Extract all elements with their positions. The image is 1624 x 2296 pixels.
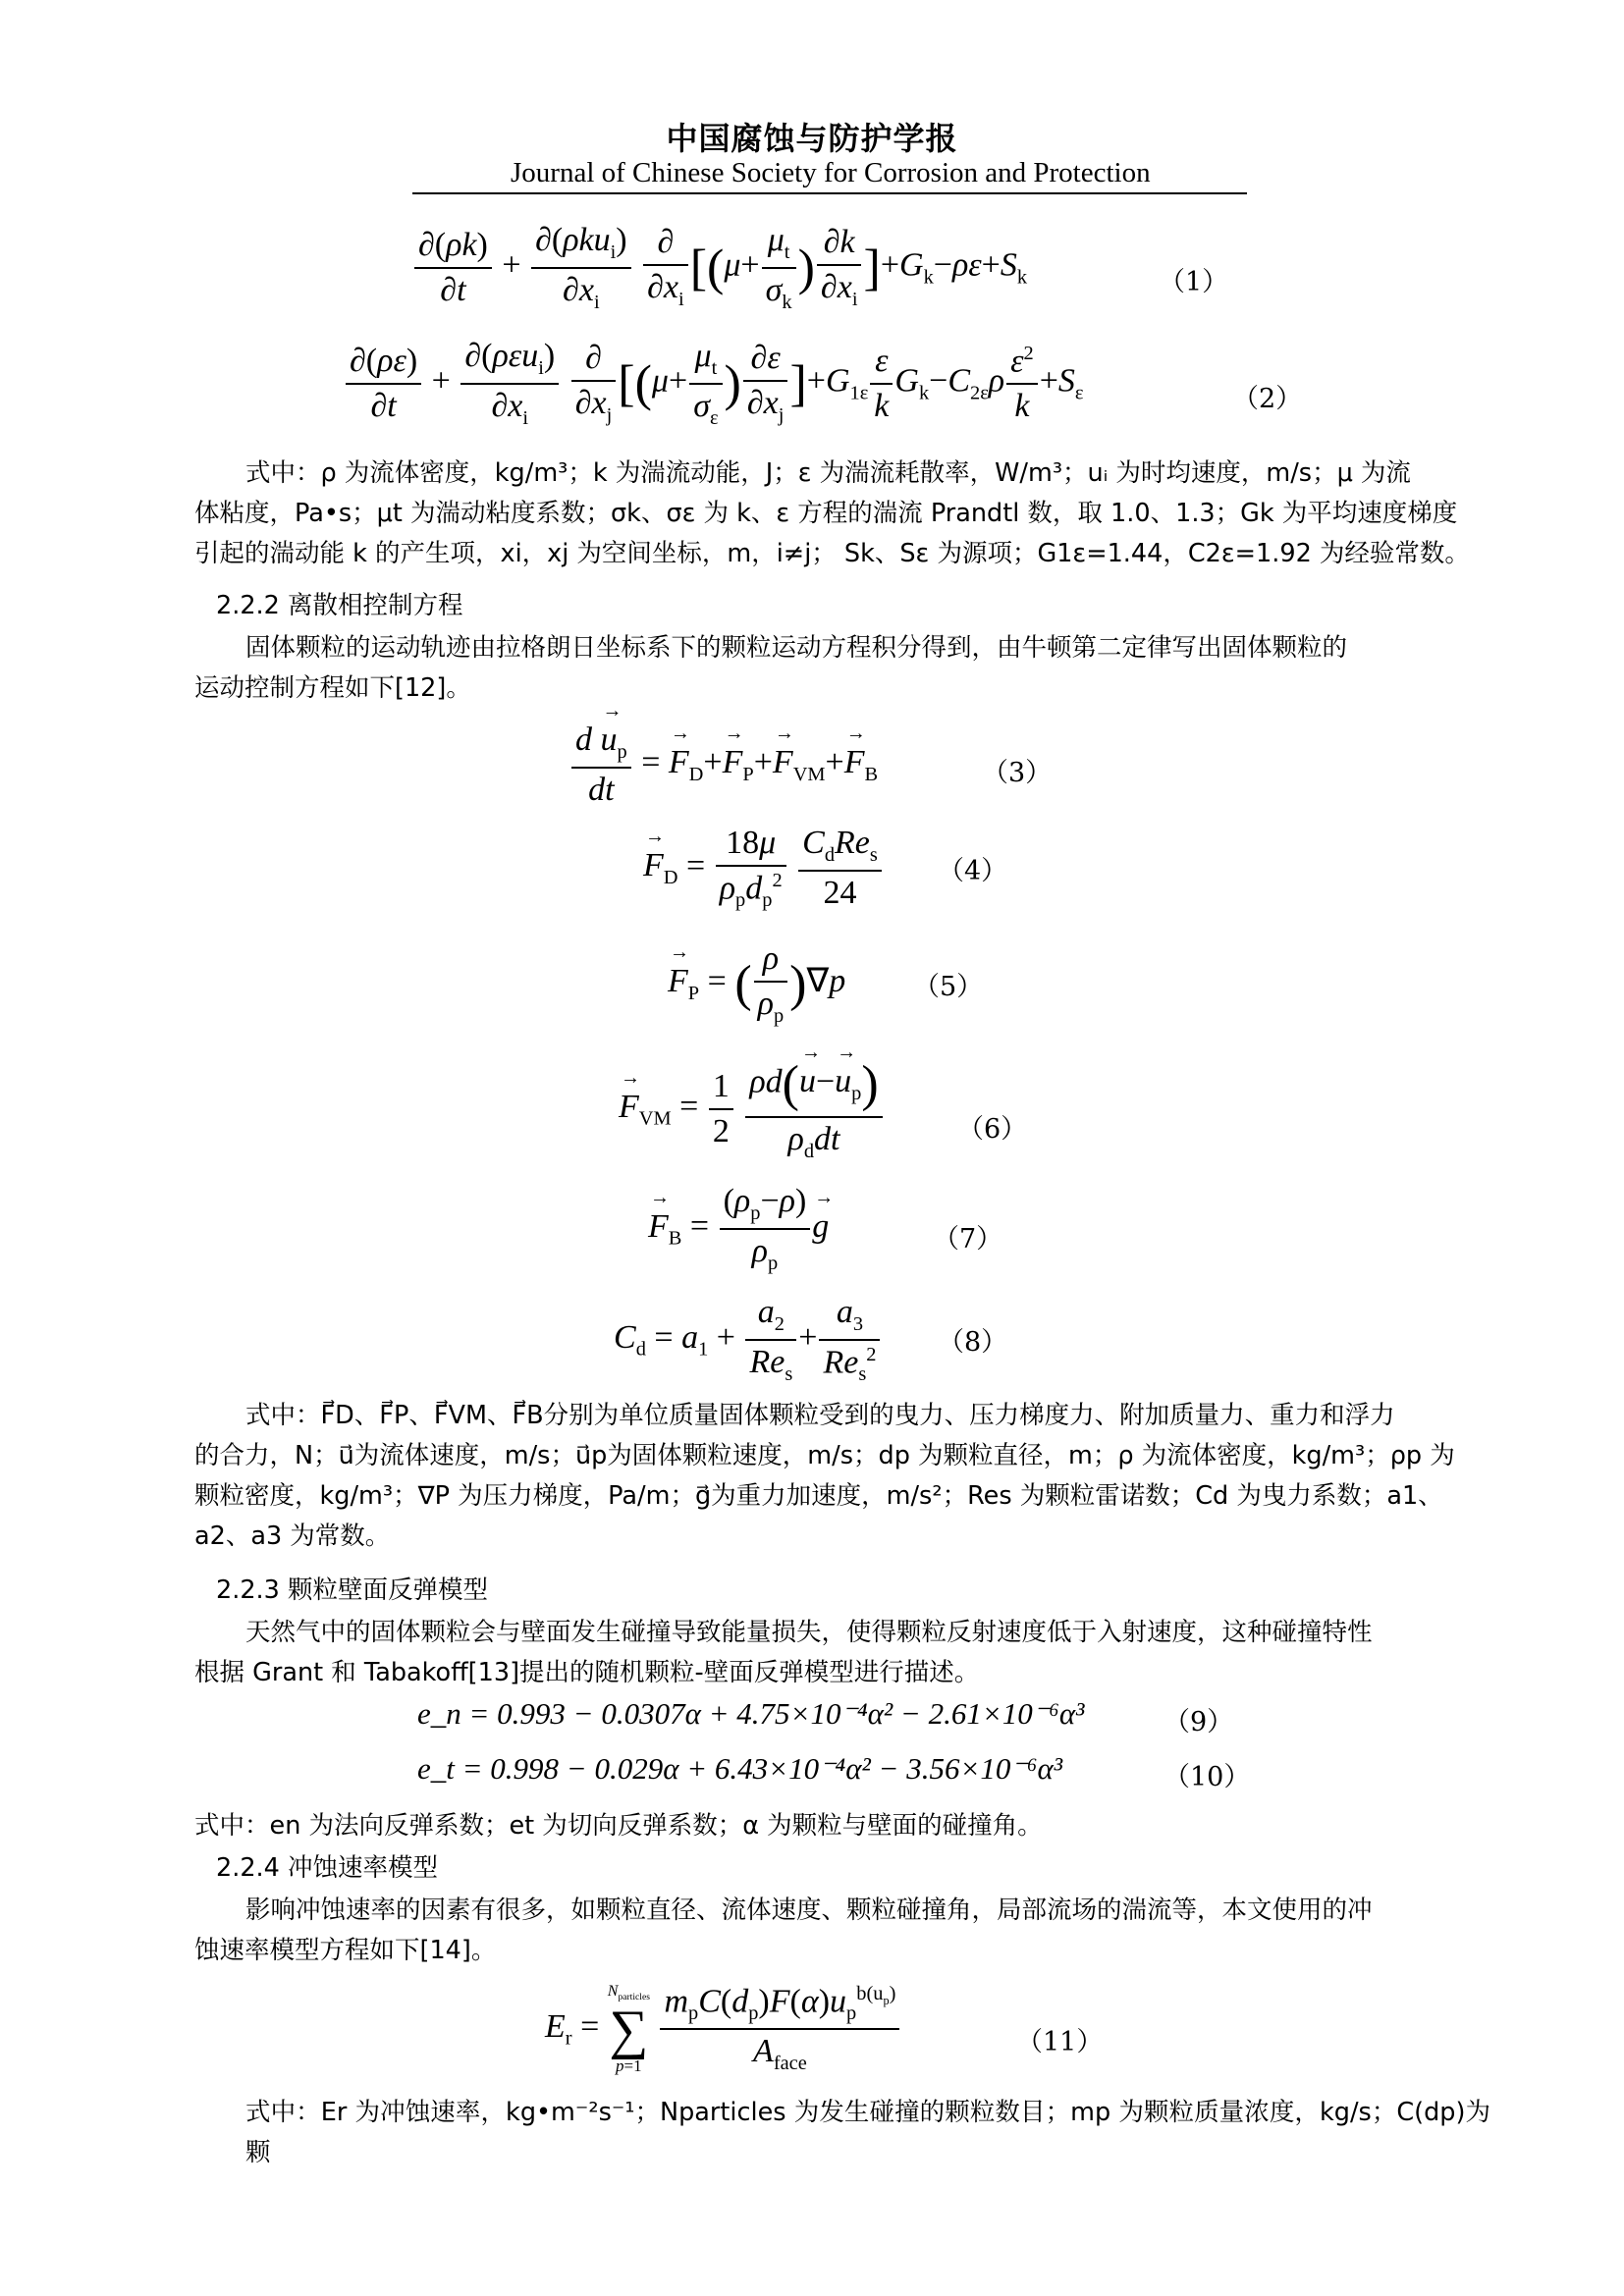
equation-3-number: （3） (982, 758, 1053, 788)
equation-3: $\frac{d \to u_p}{dt}$ = → $F_D+\to F_P+\to F_{VM}+\to F_B$ (569, 721, 878, 809)
paragraph-line: 影响冲蚀速率的因素有很多，如颗粒直径、流体速度、颗粒碰撞角，局部流场的湍流等，本文使用的冲 (245, 1896, 1373, 1925)
section-heading-2-2-3: 2.2.3 颗粒壁面反弹模型 (216, 1575, 488, 1605)
equation-7: → $F_B$ = $\frac{(\rho_p-\rho)}{\rho_p}$ → g (648, 1183, 829, 1275)
paragraph-line: 式中：Er 为冲蚀速率，kg•m⁻²s⁻¹；Nparticles 为发生碰撞的颗粒数目；mp 为颗粒质量浓度，kg/s；C(dp)为颗 (245, 2098, 1490, 2167)
paragraph-discrete-phase (194, 628, 1490, 709)
equation-2: $\frac{\partial(\rho\varepsilon)}{\partial t}$ + $\frac{\partial(\rho\varepsilon u_i)}{\partial x_i}$ $\frac{\partial}{\partial x_j}$ [(μ+ $\frac{\mu_t}{\sigma_\varepsilon}$ ) $\frac{\partial\varepsilon}{\partial x_j}$ ]$+G_{1\varepsilon}$ $\frac{\varepsilon}{k}$ $G_k-C_{2\varepsilon}\rho$ $\frac{\varepsilon^2}{k}$ $+S_\varepsilon$ (344, 338, 1083, 430)
paragraph-line: 蚀速率模型方程如下[14]。 (194, 1936, 497, 1965)
paragraph-line: 式中：ρ 为流体密度，kg/m³；k 为湍流动能，J；ε 为湍流耗散率，W/m³；uᵢ 为时均速度，m/s；μ 为流 (245, 458, 1411, 488)
equation-7-number: （7） (933, 1224, 1003, 1255)
equation-8: $C_d = a_1$ + $\frac{a_2}{Re_s}$ + $\frac{a_3}{Re_s^2}$ (614, 1294, 882, 1386)
equation-11-number: （11） (1016, 2027, 1104, 2057)
equation-10-number: （10） (1164, 1762, 1251, 1792)
paragraph-line: 引起的湍动能 k 的产生项，xi，xj 为空间坐标，m，i≠j； Sk、Sε 为源项；G1ε=1.44，C2ε=1.92 为经验常数。 (194, 539, 1470, 568)
equation-1: $\frac{\partial(\rho k)}{\partial t}$ + $\frac{\partial(\rho ku_i)}{\partial x_i}$ $\frac{\partial}{\partial x_i}$ [(μ+ $\frac{\mu_t}{\sigma_k}$ ) $\frac{\partial k}{\partial x_i}$ ]$+G_k-\rho\varepsilon+S_k$ (412, 222, 1027, 314)
paragraph-erosion-model (194, 1891, 1490, 1971)
paragraph-line: 运动控制方程如下[12]。 (194, 673, 471, 703)
paragraph-rebound-symbols (194, 1806, 1490, 1846)
paragraph-line: 式中：en 为法向反弹系数；et 为切向反弹系数；α 为颗粒与壁面的碰撞角。 (194, 1811, 1043, 1841)
journal-title-en: Journal of Chinese Society for Corrosion and Protection (412, 157, 1247, 194)
paragraph-line: 天然气中的固体颗粒会与壁面发生碰撞导致能量损失，使得颗粒反射速度低于入射速度，这种碰撞特性 (245, 1618, 1373, 1647)
equation-11: $E_r$ = $N_{particles}$ ∑ p=1 $\frac{m_pC(d_p)F(\alpha)u_p^{b(u_p)}}{A_{face}}$ (545, 1983, 901, 2075)
paragraph-rebound-model (194, 1613, 1490, 1693)
section-heading-2-2-2: 2.2.2 离散相控制方程 (216, 591, 463, 620)
paragraph-line: 根据 Grant 和 Tabakoff[13]提出的随机颗粒-壁面反弹模型进行描述。 (194, 1658, 980, 1687)
equation-4: → $F_D$ = $\frac{18\mu}{\rho_pd_p^2}$ $\frac{C_dRe_s}{24}$ (643, 825, 884, 912)
equation-5: → $F_P$ = ( $\frac{\rho}{\rho_p}$ )∇p (668, 940, 845, 1028)
equation-4-number: （4） (938, 856, 1008, 886)
paragraph-line: 固体颗粒的运动轨迹由拉格朗日坐标系下的颗粒运动方程积分得到，由牛顿第二定律写出固体颗粒的 (245, 633, 1348, 663)
paragraph-symbols-1 (194, 454, 1490, 574)
equation-1-number: （1） (1159, 267, 1229, 297)
equation-9-number: （9） (1164, 1707, 1234, 1737)
paragraph-line: 的合力，N；u⃗为流体速度，m/s；u⃗p为固体颗粒速度，m/s；dp 为颗粒直径，m；ρ 为流体密度，kg/m³；ρp 为 (194, 1441, 1455, 1470)
paragraph-erosion-symbols (194, 2093, 1490, 2173)
paragraph-symbols-2 (194, 1396, 1490, 1557)
equation-2-number: （2） (1232, 384, 1303, 414)
paragraph-line: 颗粒密度，kg/m³；∇P 为压力梯度，Pa/m；g⃗为重力加速度，m/s²；Res 为颗粒雷诺数；Cd 为曳力系数；a1、 (194, 1481, 1443, 1511)
equation-9: e_n = 0.993 − 0.0307α + 4.75×10⁻⁴α² − 2.61×10⁻⁶α³ (417, 1696, 1085, 1731)
paragraph-line: 式中：F⃗D、F⃗P、F⃗VM、F⃗B分别为单位质量固体颗粒受到的曳力、压力梯度力、附加质量力、重力和浮力 (245, 1401, 1395, 1430)
equation-5-number: （5） (913, 972, 984, 1002)
equation-8-number: （8） (938, 1327, 1008, 1358)
paragraph-line: a2、a3 为常数。 (194, 1522, 391, 1551)
section-heading-2-2-4: 2.2.4 冲蚀速率模型 (216, 1853, 438, 1883)
paragraph-line: 体粘度，Pa•s；μt 为湍动粘度系数；σk、σε 为 k、ε 方程的湍流 Prandtl 数，取 1.0、1.3；Gk 为平均速度梯度 (194, 499, 1458, 528)
journal-title-cn: 中国腐蚀与防护学报 (666, 120, 958, 157)
equation-6: → $F_{VM}$ = $\frac{1}{2}$ $\frac{\rho d(\to u-\to u_p)}{\rho_ddt}$ (619, 1055, 885, 1163)
equation-10: e_t = 0.998 − 0.029α + 6.43×10⁻⁴α² − 3.56×10⁻⁶α³ (417, 1751, 1063, 1786)
equation-6-number: （6） (957, 1114, 1028, 1145)
